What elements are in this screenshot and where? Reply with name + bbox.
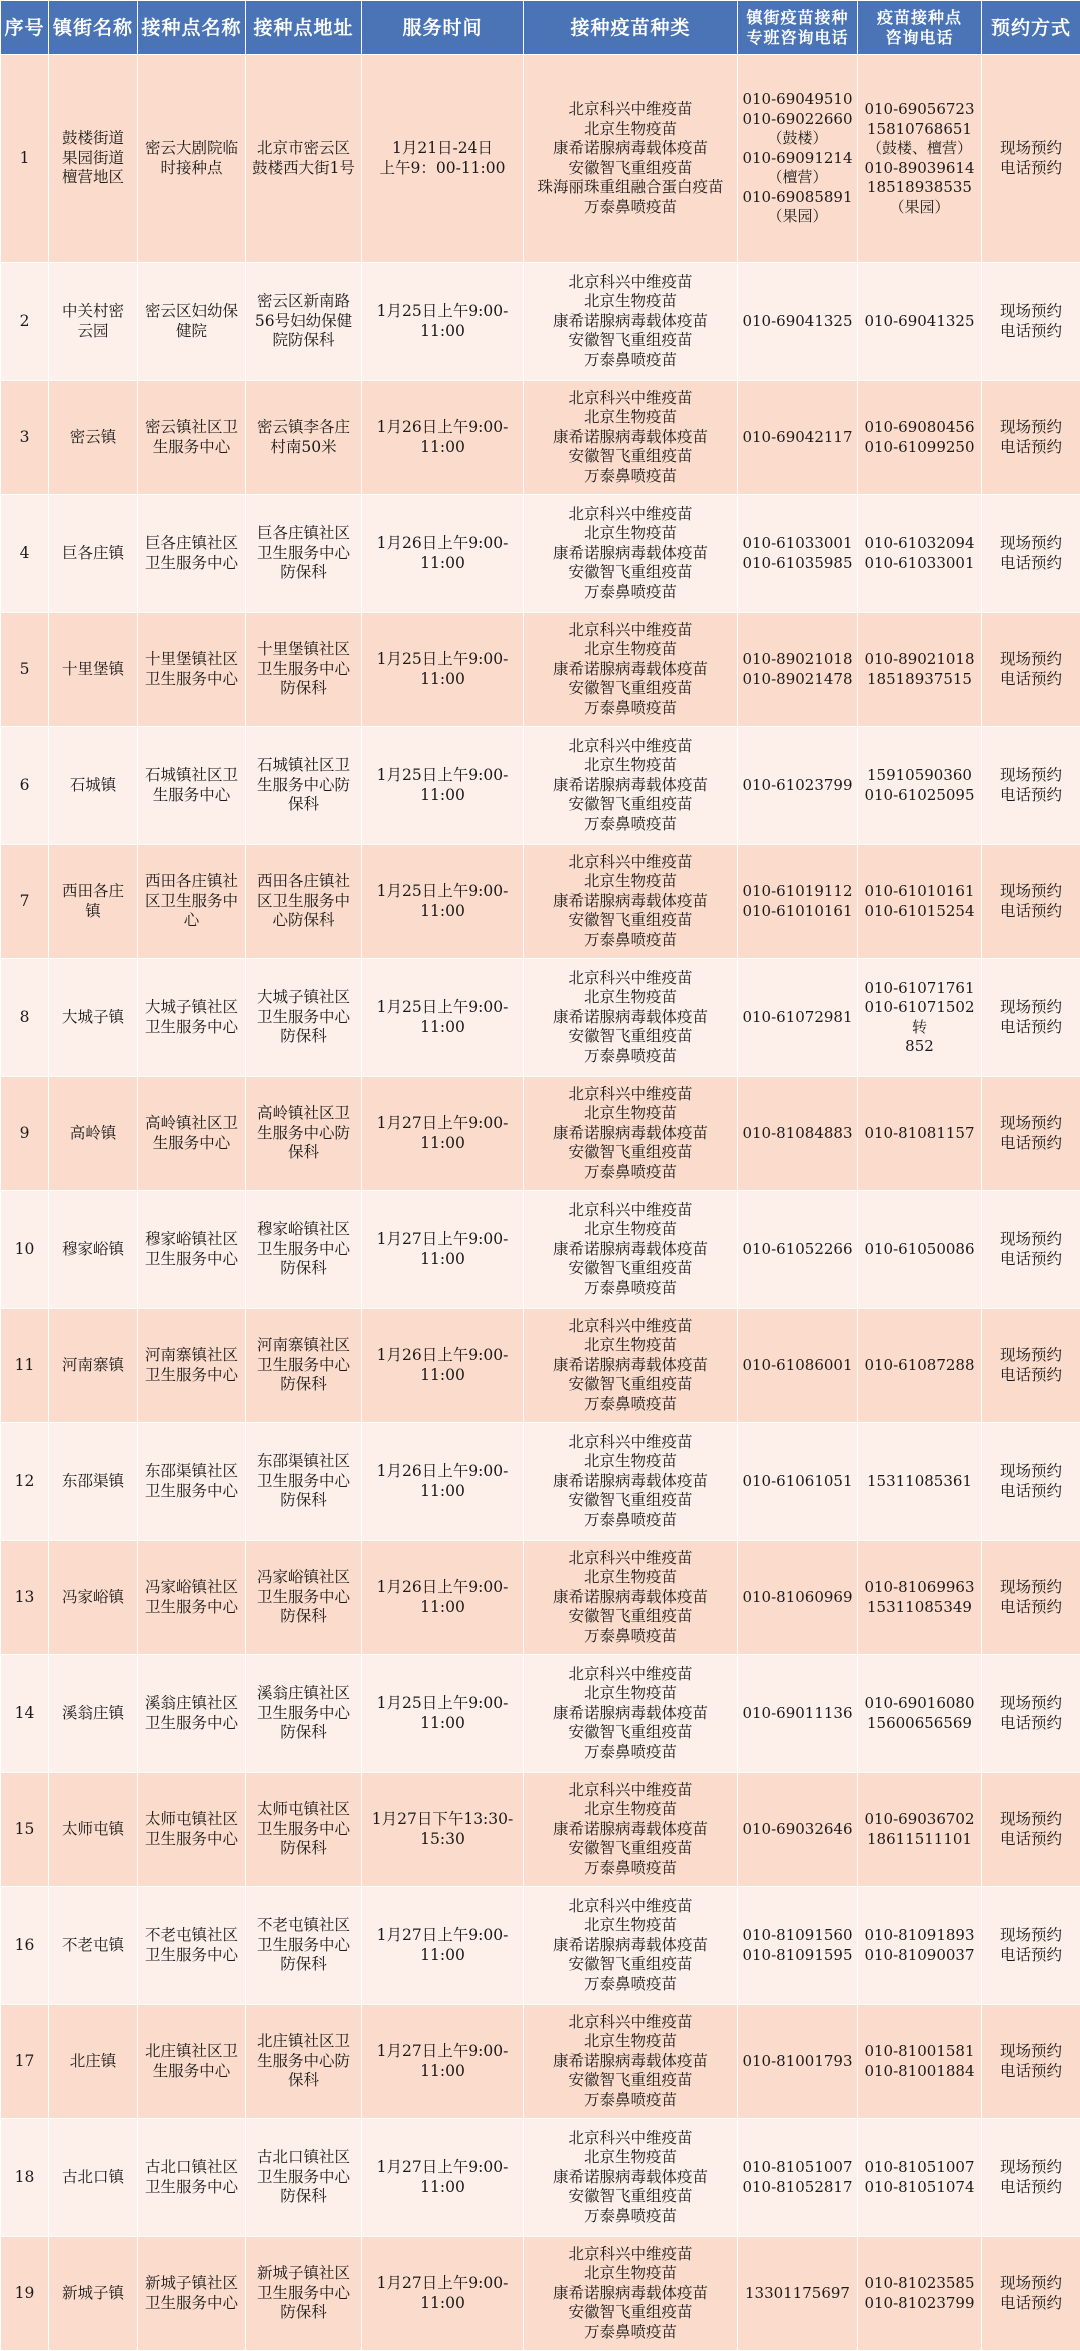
- service-time: 1月26日上午9:00- 11:00: [362, 1309, 524, 1423]
- site-name: 密云镇社区卫 生服务中心: [138, 381, 246, 495]
- booking-method: 现场预约 电话预约: [982, 1423, 1080, 1541]
- booking-method: 现场预约 电话预约: [982, 2005, 1080, 2119]
- service-time: 1月25日上午9:00- 11:00: [362, 613, 524, 727]
- site-phone: 010-61071761 010-61071502转 852: [858, 959, 982, 1077]
- town-phone: 010-69032646: [738, 1773, 858, 1887]
- header-vaccine-types: 接种疫苗种类: [524, 1, 738, 55]
- table-header-row: [1, 1, 1080, 55]
- row-number: 8: [1, 959, 49, 1077]
- site-address: 十里堡镇社区 卫生服务中心 防保科: [246, 613, 362, 727]
- site-name: 太师屯镇社区 卫生服务中心: [138, 1773, 246, 1887]
- town-name: 密云镇: [49, 381, 138, 495]
- vaccine-types: 北京科兴中维疫苗 北京生物疫苗 康希诺腺病毒载体疫苗 安徽智飞重组疫苗 万泰鼻喷疫苗: [524, 959, 738, 1077]
- town-phone: 010-61061051: [738, 1423, 858, 1541]
- table-row: [1, 2005, 1080, 2119]
- site-address: 冯家峪镇社区 卫生服务中心 防保科: [246, 1541, 362, 1655]
- booking-method: 现场预约 电话预约: [982, 1191, 1080, 1309]
- table-row: [1, 845, 1080, 959]
- table-row: [1, 1655, 1080, 1773]
- site-name: 穆家峪镇社区 卫生服务中心: [138, 1191, 246, 1309]
- row-number: 14: [1, 1655, 49, 1773]
- booking-method: 现场预约 电话预约: [982, 1077, 1080, 1191]
- vaccine-types: 北京科兴中维疫苗 北京生物疫苗 康希诺腺病毒载体疫苗 安徽智飞重组疫苗 万泰鼻喷疫苗: [524, 727, 738, 845]
- booking-method: 现场预约 电话预约: [982, 55, 1080, 263]
- town-phone: 010-81060969: [738, 1541, 858, 1655]
- table-body: [1, 55, 1080, 2351]
- town-phone: 010-61033001 010-61035985: [738, 495, 858, 613]
- service-time: 1月27日上午9:00- 11:00: [362, 2119, 524, 2237]
- table-row: [1, 1541, 1080, 1655]
- town-name: 巨各庄镇: [49, 495, 138, 613]
- site-phone: 010-61032094 010-61033001: [858, 495, 982, 613]
- town-phone: 010-81051007 010-81052817: [738, 2119, 858, 2237]
- vaccine-types: 北京科兴中维疫苗 北京生物疫苗 康希诺腺病毒载体疫苗 安徽智飞重组疫苗 万泰鼻喷疫苗: [524, 495, 738, 613]
- site-phone: 010-81001581 010-81001884: [858, 2005, 982, 2119]
- row-number: 7: [1, 845, 49, 959]
- site-address: 巨各庄镇社区 卫生服务中心 防保科: [246, 495, 362, 613]
- site-name: 河南寨镇社区 卫生服务中心: [138, 1309, 246, 1423]
- town-name: 北庄镇: [49, 2005, 138, 2119]
- header-site-address: 接种点地址: [246, 1, 362, 55]
- service-time: 1月25日上午9:00- 11:00: [362, 263, 524, 381]
- row-number: 15: [1, 1773, 49, 1887]
- site-name: 新城子镇社区 卫生服务中心: [138, 2237, 246, 2351]
- site-address: 东邵渠镇社区 卫生服务中心 防保科: [246, 1423, 362, 1541]
- site-name: 不老屯镇社区 卫生服务中心: [138, 1887, 246, 2005]
- site-name: 高岭镇社区卫 生服务中心: [138, 1077, 246, 1191]
- town-phone: 010-81091560 010-81091595: [738, 1887, 858, 2005]
- site-phone: 010-69056723 15810768651 （鼓楼、檀营） 010-89039614 18518938535 （果园）: [858, 55, 982, 263]
- site-name: 西田各庄镇社 区卫生服务中 心: [138, 845, 246, 959]
- site-name: 密云大剧院临 时接种点: [138, 55, 246, 263]
- site-address: 密云镇李各庄 村南50米: [246, 381, 362, 495]
- town-phone: 010-69041325: [738, 263, 858, 381]
- table-row: [1, 1077, 1080, 1191]
- town-phone: 010-89021018 010-89021478: [738, 613, 858, 727]
- site-address: 穆家峪镇社区 卫生服务中心 防保科: [246, 1191, 362, 1309]
- site-phone: 010-69016080 15600656569: [858, 1655, 982, 1773]
- booking-method: 现场预约 电话预约: [982, 1541, 1080, 1655]
- vaccine-types: 北京科兴中维疫苗 北京生物疫苗 康希诺腺病毒载体疫苗 安徽智飞重组疫苗 万泰鼻喷疫苗: [524, 1191, 738, 1309]
- row-number: 2: [1, 263, 49, 381]
- site-phone: 15910590360 010-61025095: [858, 727, 982, 845]
- row-number: 1: [1, 55, 49, 263]
- row-number: 11: [1, 1309, 49, 1423]
- header-number: 序号: [1, 1, 49, 55]
- table-row: [1, 381, 1080, 495]
- table-row: [1, 263, 1080, 381]
- vaccine-types: 北京科兴中维疫苗 北京生物疫苗 康希诺腺病毒载体疫苗 安徽智飞重组疫苗 万泰鼻喷疫苗: [524, 1423, 738, 1541]
- booking-method: 现场预约 电话预约: [982, 1773, 1080, 1887]
- town-name: 溪翁庄镇: [49, 1655, 138, 1773]
- table-row: [1, 1309, 1080, 1423]
- booking-method: 现场预约 电话预约: [982, 1887, 1080, 2005]
- service-time: 1月26日上午9:00- 11:00: [362, 381, 524, 495]
- town-name: 高岭镇: [49, 1077, 138, 1191]
- town-name: 鼓楼街道 果园街道 檀营地区: [49, 55, 138, 263]
- town-name: 穆家峪镇: [49, 1191, 138, 1309]
- site-address: 密云区新南路 56号妇幼保健 院防保科: [246, 263, 362, 381]
- town-name: 河南寨镇: [49, 1309, 138, 1423]
- booking-method: 现场预约 电话预约: [982, 1655, 1080, 1773]
- town-phone: 010-69011136: [738, 1655, 858, 1773]
- row-number: 18: [1, 2119, 49, 2237]
- site-phone: 010-61010161 010-61015254: [858, 845, 982, 959]
- table-row: [1, 55, 1080, 263]
- service-time: 1月25日上午9:00- 11:00: [362, 959, 524, 1077]
- table-row: [1, 1773, 1080, 1887]
- town-name: 古北口镇: [49, 2119, 138, 2237]
- town-phone: 010-61072981: [738, 959, 858, 1077]
- booking-method: 现场预约 电话预约: [982, 495, 1080, 613]
- table-row: [1, 495, 1080, 613]
- service-time: 1月21日-24日 上午9：00-11:00: [362, 55, 524, 263]
- town-name: 东邵渠镇: [49, 1423, 138, 1541]
- row-number: 17: [1, 2005, 49, 2119]
- row-number: 5: [1, 613, 49, 727]
- vaccine-types: 北京科兴中维疫苗 北京生物疫苗 康希诺腺病毒载体疫苗 安徽智飞重组疫苗 万泰鼻喷疫苗: [524, 1077, 738, 1191]
- site-name: 溪翁庄镇社区 卫生服务中心: [138, 1655, 246, 1773]
- service-time: 1月27日上午9:00- 11:00: [362, 2005, 524, 2119]
- vaccine-types: 北京科兴中维疫苗 北京生物疫苗 康希诺腺病毒载体疫苗 安徽智飞重组疫苗 万泰鼻喷疫苗: [524, 2119, 738, 2237]
- town-name: 西田各庄 镇: [49, 845, 138, 959]
- vaccine-types: 北京科兴中维疫苗 北京生物疫苗 康希诺腺病毒载体疫苗 安徽智飞重组疫苗 万泰鼻喷疫苗: [524, 2005, 738, 2119]
- row-number: 13: [1, 1541, 49, 1655]
- site-phone: 15311085361: [858, 1423, 982, 1541]
- vaccine-types: 北京科兴中维疫苗 北京生物疫苗 康希诺腺病毒载体疫苗 安徽智飞重组疫苗 万泰鼻喷疫苗: [524, 1655, 738, 1773]
- vaccine-types: 北京科兴中维疫苗 北京生物疫苗 康希诺腺病毒载体疫苗 安徽智飞重组疫苗 万泰鼻喷疫苗: [524, 1309, 738, 1423]
- booking-method: 现场预约 电话预约: [982, 1309, 1080, 1423]
- site-name: 冯家峪镇社区 卫生服务中心: [138, 1541, 246, 1655]
- booking-method: 现场预约 电话预约: [982, 727, 1080, 845]
- booking-method: 现场预约 电话预约: [982, 959, 1080, 1077]
- site-name: 东邵渠镇社区 卫生服务中心: [138, 1423, 246, 1541]
- table-row: [1, 2119, 1080, 2237]
- site-phone: 010-69080456 010-61099250: [858, 381, 982, 495]
- row-number: 16: [1, 1887, 49, 2005]
- service-time: 1月25日上午9:00- 11:00: [362, 727, 524, 845]
- row-number: 4: [1, 495, 49, 613]
- site-phone: 010-81023585 010-81023799: [858, 2237, 982, 2351]
- table-row: [1, 727, 1080, 845]
- vaccine-types: 北京科兴中维疫苗 北京生物疫苗 康希诺腺病毒载体疫苗 安徽智飞重组疫苗 万泰鼻喷疫苗: [524, 1541, 738, 1655]
- site-address: 古北口镇社区 卫生服务中心 防保科: [246, 2119, 362, 2237]
- town-name: 大城子镇: [49, 959, 138, 1077]
- service-time: 1月26日上午9:00- 11:00: [362, 1423, 524, 1541]
- booking-method: 现场预约 电话预约: [982, 2237, 1080, 2351]
- site-address: 北庄镇社区卫 生服务中心防 保科: [246, 2005, 362, 2119]
- site-phone: 010-81081157: [858, 1077, 982, 1191]
- row-number: 19: [1, 2237, 49, 2351]
- vaccine-types: 北京科兴中维疫苗 北京生物疫苗 康希诺腺病毒载体疫苗 安徽智飞重组疫苗 万泰鼻喷疫苗: [524, 1773, 738, 1887]
- service-time: 1月27日上午9:00- 11:00: [362, 2237, 524, 2351]
- town-name: 石城镇: [49, 727, 138, 845]
- site-address: 太师屯镇社区 卫生服务中心 防保科: [246, 1773, 362, 1887]
- town-phone: 010-69042117: [738, 381, 858, 495]
- town-phone: 010-81001793: [738, 2005, 858, 2119]
- service-time: 1月27日上午9:00- 11:00: [362, 1077, 524, 1191]
- header-site-phone: 疫苗接种点 咨询电话: [858, 1, 982, 55]
- header-booking: 预约方式: [982, 1, 1080, 55]
- town-phone: 010-69049510 010-69022660 （鼓楼） 010-69091214 （檀营） 010-69085891 （果园）: [738, 55, 858, 263]
- site-name: 十里堡镇社区 卫生服务中心: [138, 613, 246, 727]
- service-time: 1月26日上午9:00- 11:00: [362, 495, 524, 613]
- town-phone: 010-61086001: [738, 1309, 858, 1423]
- town-name: 太师屯镇: [49, 1773, 138, 1887]
- site-address: 大城子镇社区 卫生服务中心 防保科: [246, 959, 362, 1077]
- site-address: 高岭镇社区卫 生服务中心防 保科: [246, 1077, 362, 1191]
- table-row: [1, 2237, 1080, 2351]
- table-row: [1, 1887, 1080, 2005]
- site-address: 不老屯镇社区 卫生服务中心 防保科: [246, 1887, 362, 2005]
- site-address: 河南寨镇社区 卫生服务中心 防保科: [246, 1309, 362, 1423]
- site-address: 石城镇社区卫 生服务中心防 保科: [246, 727, 362, 845]
- booking-method: 现场预约 电话预约: [982, 263, 1080, 381]
- header-town: 镇街名称: [49, 1, 138, 55]
- site-phone: 010-69036702 18611511101: [858, 1773, 982, 1887]
- site-name: 密云区妇幼保 健院: [138, 263, 246, 381]
- vaccine-types: 北京科兴中维疫苗 北京生物疫苗 康希诺腺病毒载体疫苗 安徽智飞重组疫苗 万泰鼻喷疫苗: [524, 381, 738, 495]
- header-site-name: 接种点名称: [138, 1, 246, 55]
- service-time: 1月26日上午9:00- 11:00: [362, 1541, 524, 1655]
- site-phone: 010-61087288: [858, 1309, 982, 1423]
- table-row: [1, 1191, 1080, 1309]
- service-time: 1月27日下午13:30- 15:30: [362, 1773, 524, 1887]
- row-number: 6: [1, 727, 49, 845]
- row-number: 3: [1, 381, 49, 495]
- vaccine-types: 北京科兴中维疫苗 北京生物疫苗 康希诺腺病毒载体疫苗 安徽智飞重组疫苗 万泰鼻喷疫苗: [524, 2237, 738, 2351]
- site-address: 西田各庄镇社 区卫生服务中 心防保科: [246, 845, 362, 959]
- booking-method: 现场预约 电话预约: [982, 381, 1080, 495]
- service-time: 1月25日上午9:00- 11:00: [362, 1655, 524, 1773]
- site-address: 北京市密云区 鼓楼西大街1号: [246, 55, 362, 263]
- row-number: 9: [1, 1077, 49, 1191]
- booking-method: 现场预约 电话预约: [982, 613, 1080, 727]
- site-name: 石城镇社区卫 生服务中心: [138, 727, 246, 845]
- site-name: 大城子镇社区 卫生服务中心: [138, 959, 246, 1077]
- table-row: [1, 959, 1080, 1077]
- town-name: 不老屯镇: [49, 1887, 138, 2005]
- town-name: 冯家峪镇: [49, 1541, 138, 1655]
- site-phone: 010-61050086: [858, 1191, 982, 1309]
- header-town-phone: 镇街疫苗接种 专班咨询电话: [738, 1, 858, 55]
- site-address: 新城子镇社区 卫生服务中心 防保科: [246, 2237, 362, 2351]
- vaccine-types: 北京科兴中维疫苗 北京生物疫苗 康希诺腺病毒载体疫苗 安徽智飞重组疫苗 万泰鼻喷疫苗: [524, 845, 738, 959]
- booking-method: 现场预约 电话预约: [982, 845, 1080, 959]
- town-name: 中关村密 云园: [49, 263, 138, 381]
- vaccine-types: 北京科兴中维疫苗 北京生物疫苗 康希诺腺病毒载体疫苗 安徽智飞重组疫苗 万泰鼻喷疫苗: [524, 1887, 738, 2005]
- table-row: [1, 613, 1080, 727]
- site-name: 巨各庄镇社区 卫生服务中心: [138, 495, 246, 613]
- service-time: 1月27日上午9:00- 11:00: [362, 1191, 524, 1309]
- site-name: 北庄镇社区卫 生服务中心: [138, 2005, 246, 2119]
- town-phone: 010-61052266: [738, 1191, 858, 1309]
- table-row: [1, 1423, 1080, 1541]
- service-time: 1月27日上午9:00- 11:00: [362, 1887, 524, 2005]
- town-phone: 13301175697: [738, 2237, 858, 2351]
- row-number: 10: [1, 1191, 49, 1309]
- service-time: 1月25日上午9:00- 11:00: [362, 845, 524, 959]
- vaccine-types: 北京科兴中维疫苗 北京生物疫苗 康希诺腺病毒载体疫苗 安徽智飞重组疫苗 珠海丽珠重组融合蛋白疫苗 万泰鼻喷疫苗: [524, 55, 738, 263]
- site-address: 溪翁庄镇社区 卫生服务中心 防保科: [246, 1655, 362, 1773]
- town-name: 十里堡镇: [49, 613, 138, 727]
- header-service-time: 服务时间: [362, 1, 524, 55]
- town-name: 新城子镇: [49, 2237, 138, 2351]
- town-phone: 010-61019112 010-61010161: [738, 845, 858, 959]
- site-name: 古北口镇社区 卫生服务中心: [138, 2119, 246, 2237]
- site-phone: 010-81051007 010-81051074: [858, 2119, 982, 2237]
- row-number: 12: [1, 1423, 49, 1541]
- site-phone: 010-89021018 18518937515: [858, 613, 982, 727]
- site-phone: 010-81091893 010-81090037: [858, 1887, 982, 2005]
- booking-method: 现场预约 电话预约: [982, 2119, 1080, 2237]
- vaccine-types: 北京科兴中维疫苗 北京生物疫苗 康希诺腺病毒载体疫苗 安徽智飞重组疫苗 万泰鼻喷疫苗: [524, 613, 738, 727]
- town-phone: 010-61023799: [738, 727, 858, 845]
- town-phone: 010-81084883: [738, 1077, 858, 1191]
- site-phone: 010-69041325: [858, 263, 982, 381]
- site-phone: 010-81069963 15311085349: [858, 1541, 982, 1655]
- vaccine-types: 北京科兴中维疫苗 北京生物疫苗 康希诺腺病毒载体疫苗 安徽智飞重组疫苗 万泰鼻喷疫苗: [524, 263, 738, 381]
